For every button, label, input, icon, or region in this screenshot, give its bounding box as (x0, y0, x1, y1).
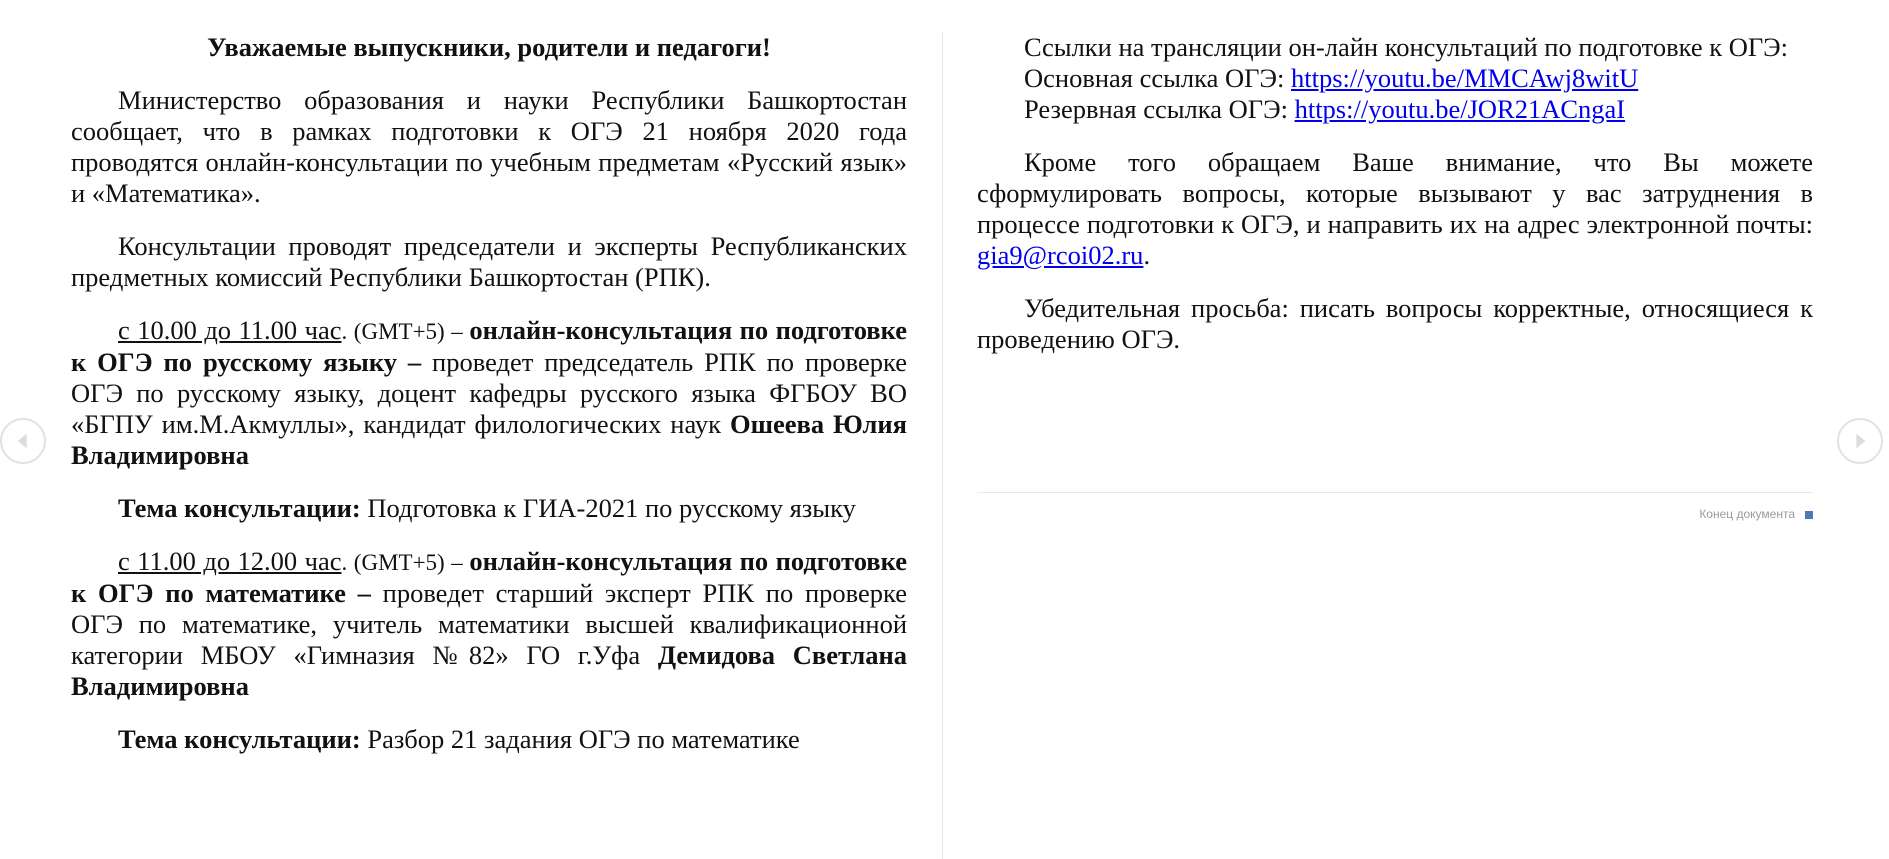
page-divider (942, 32, 943, 859)
backup-stream-link[interactable]: https://youtu.be/JOR21ACngaI (1294, 94, 1626, 124)
document-end (977, 492, 1813, 521)
backup-link-line (977, 94, 1813, 125)
topic-label: Тема консультации: (118, 724, 368, 754)
document-page-left (71, 32, 907, 777)
main-link-label: Основная ссылка ОГЭ: (1024, 63, 1291, 93)
consultants-paragraph: Консультации проводят председатели и эксперты Республиканских предметных комиссий Республики Башкортостан (РПК). (71, 231, 907, 292)
backup-link-label: Резервная ссылка ОГЭ: (1024, 94, 1295, 124)
session-math (71, 546, 907, 702)
session-math-timezone: . (GMT+5) – (341, 550, 470, 575)
document-heading: Уважаемые выпускники, родители и педагоги! (207, 32, 771, 62)
questions-paragraph (977, 147, 1813, 271)
previous-page-button[interactable] (0, 418, 46, 464)
session-math-time: с 11.00 до 12.00 час (118, 546, 342, 576)
session-math-presenter: Демидова Светлана Владимировна (71, 640, 907, 701)
main-link-line (977, 63, 1813, 94)
session-russian-time: с 10.00 до 11.00 час (118, 315, 342, 345)
session-russian (71, 315, 907, 471)
session-russian-presenter: Ошеева Юлия Владимировна (71, 409, 907, 470)
main-stream-link[interactable]: https://youtu.be/MMCAwj8witU (1290, 63, 1639, 93)
links-intro: Ссылки на трансляции он-лайн консультаций по подготовке к ОГЭ: (1024, 32, 1789, 62)
session-russian-description: проведет председатель РПК по проверке ОГЭ по русскому языку, доцент кафедры русского языка ФГБОУ ВО «БГПУ им.М.Акмуллы», кандидат филологических наук (71, 347, 907, 439)
session-russian-topic (71, 493, 907, 524)
session-russian-timezone: . (GMT+5) – (341, 319, 470, 344)
topic-label: Тема консультации: (118, 493, 368, 523)
session-math-description: проведет старший эксперт РПК по проверке ОГЭ по математике, учитель математики высшей квалификационной категории МБОУ «Гимназия №82» ГО г.Уфа (71, 578, 907, 670)
session-russian-title: онлайн-консультация по подготовке к ОГЭ по русскому языку – (71, 315, 907, 377)
chevron-right-icon (1839, 420, 1881, 462)
request-paragraph: Убедительная просьба: писать вопросы корректные, относящиеся к проведению ОГЭ. (977, 293, 1813, 354)
next-page-button[interactable] (1837, 418, 1883, 464)
questions-text: Кроме того обращаем Ваше внимание, что Вы можете сформулировать вопросы, которые вызывают у вас затруднения в процессе подготовки к ОГЭ, и направить их на адрес электронной почты: (977, 147, 1813, 239)
intro-paragraph: Министерство образования и науки Республики Башкортостан сообщает, что в рамках подготовки к ОГЭ 21 ноября 2020 года проводятся онлайн-консультации по учебным предметам «Русский язык» и «Математика». (71, 85, 907, 208)
topic-text: Разбор 21 задания ОГЭ по математике (367, 724, 800, 754)
end-marker-icon (1805, 511, 1813, 519)
email-link[interactable]: gia9@rcoi02.ru (977, 240, 1144, 270)
chevron-left-icon (2, 420, 44, 462)
session-math-title: онлайн-консультация по подготовке к ОГЭ по математике – (71, 546, 907, 608)
end-of-document-label: Конец документа (1699, 507, 1795, 521)
topic-text: Подготовка к ГИА-2021 по русскому языку (367, 493, 856, 523)
session-math-topic (71, 724, 907, 755)
document-page-right (977, 32, 1813, 377)
email-suffix: . (1143, 240, 1151, 270)
